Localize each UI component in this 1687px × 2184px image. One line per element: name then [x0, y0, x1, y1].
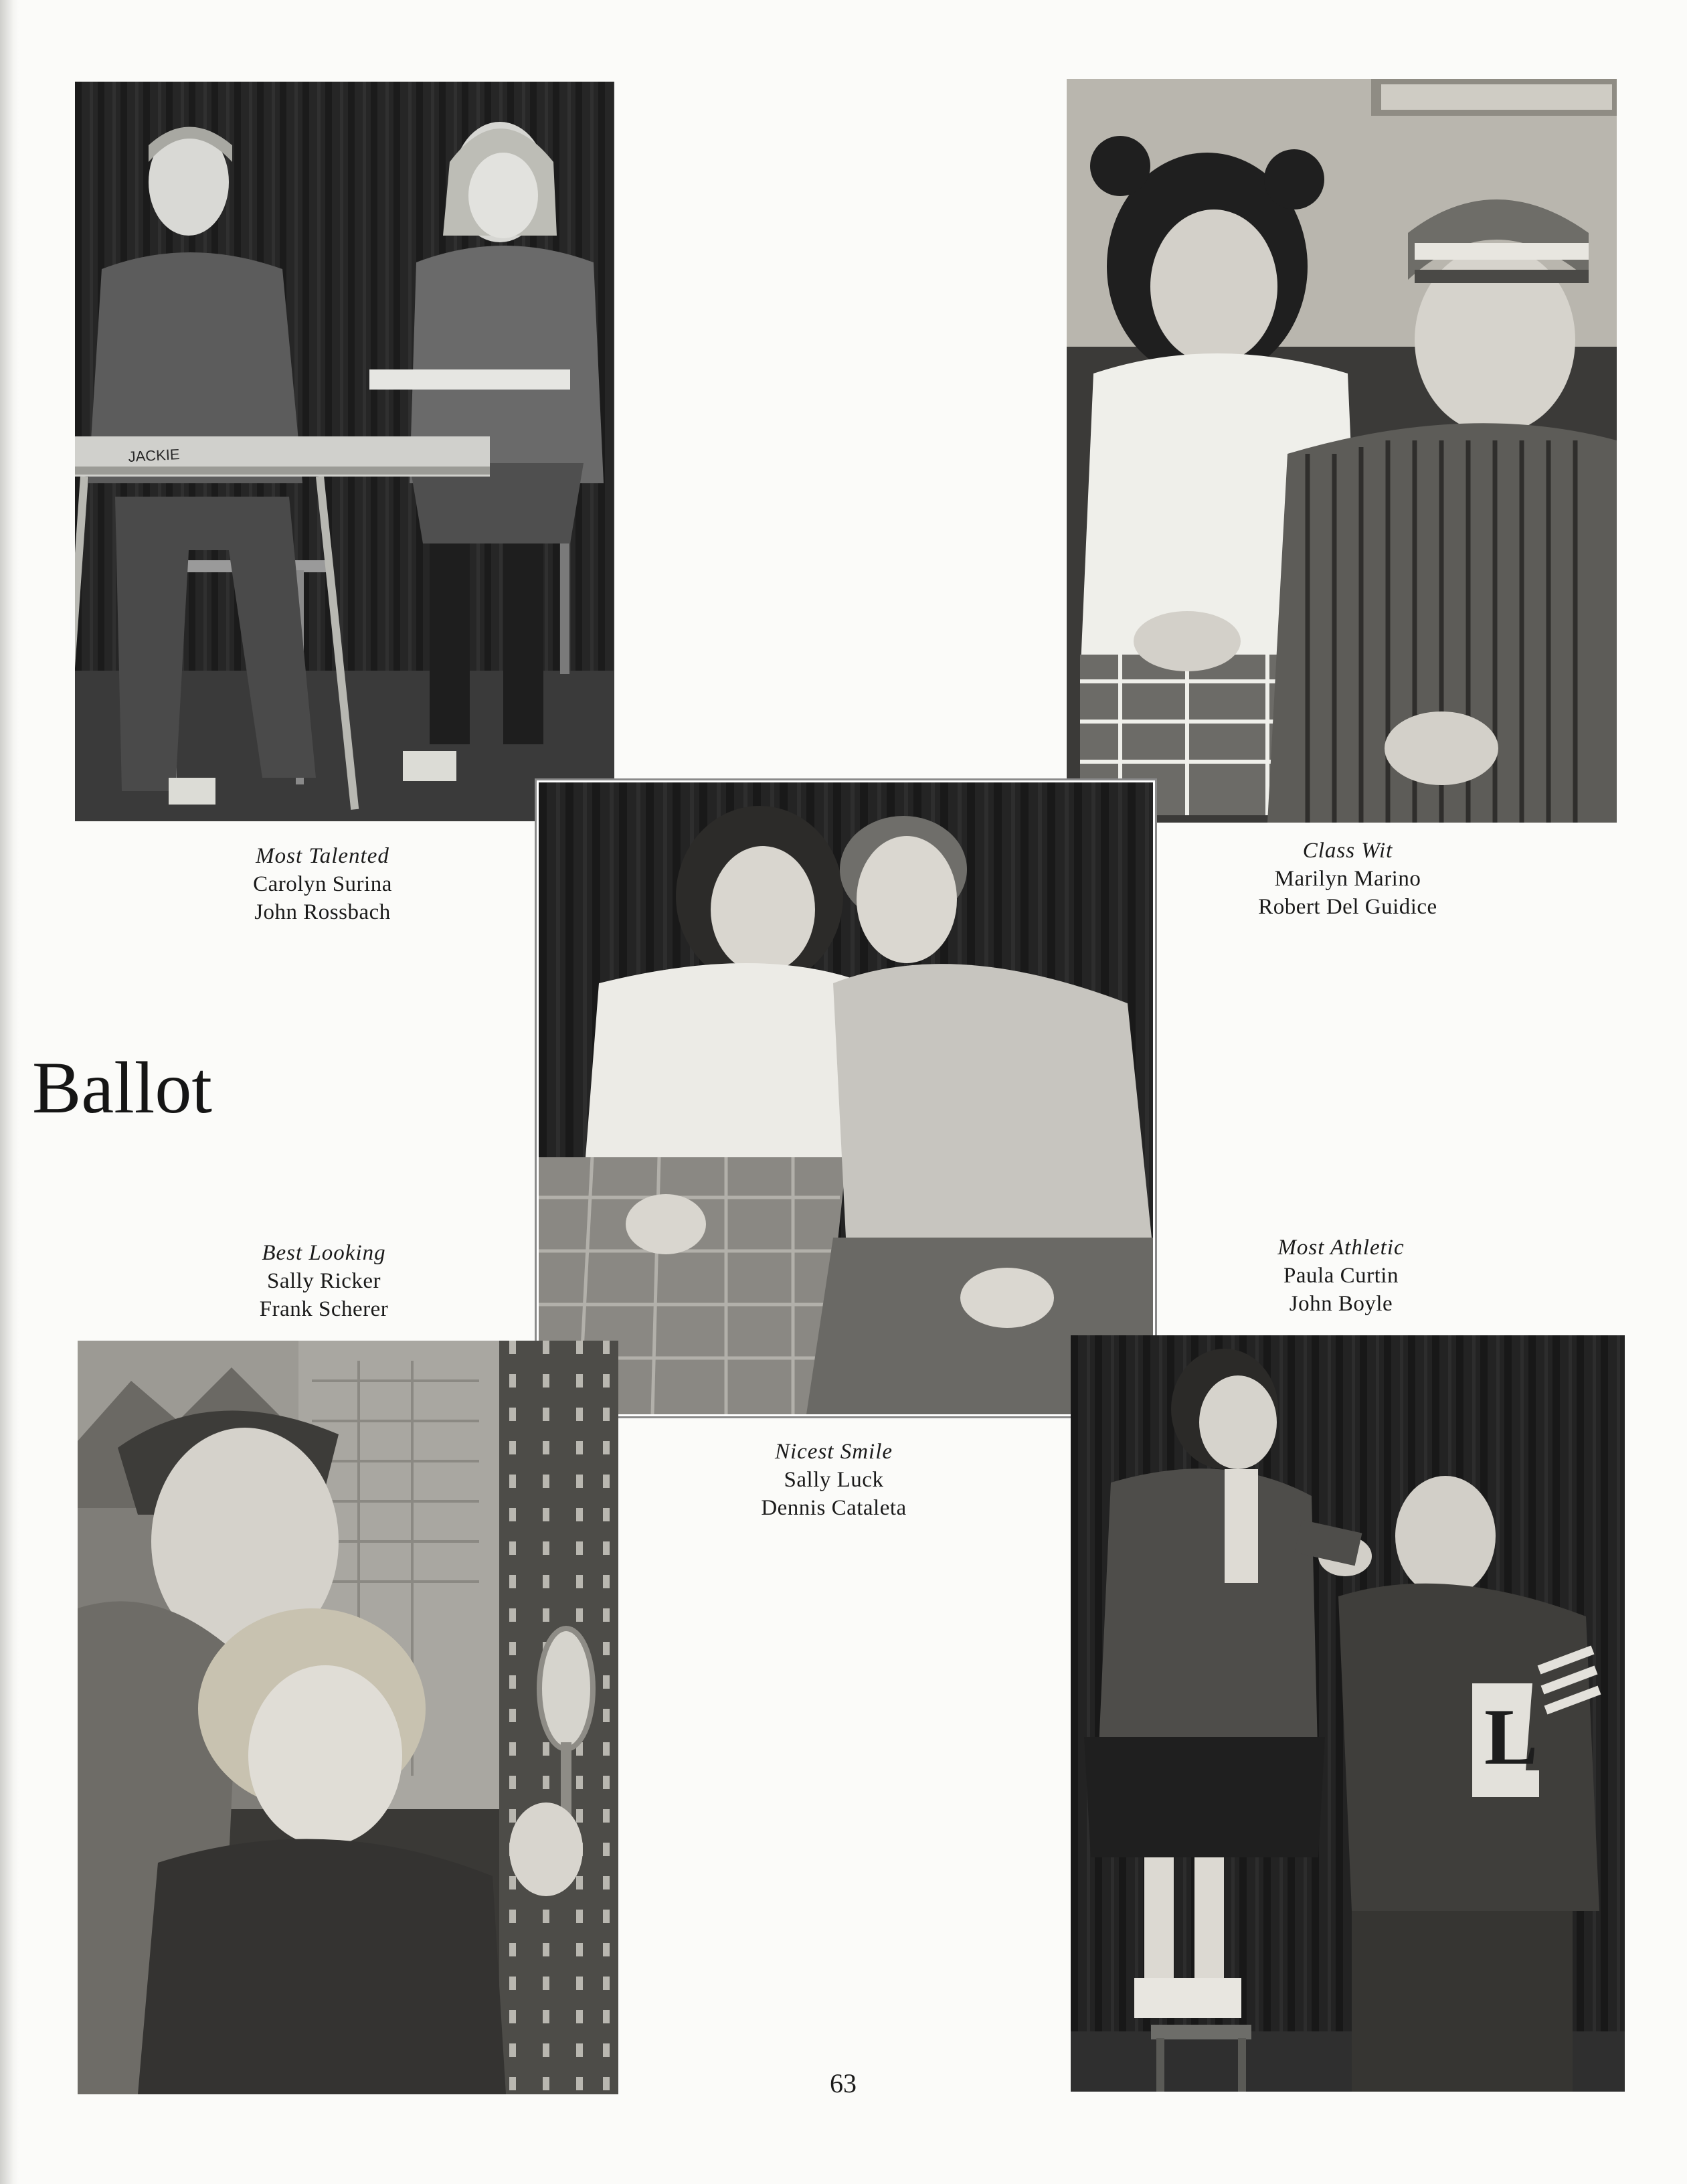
caption-nicest-smile: [700, 1438, 968, 1522]
honoree-name: Dennis Cataleta: [761, 1496, 907, 1520]
photo-most-athletic-image: [1071, 1335, 1625, 2092]
section-title: Ballot: [32, 1047, 212, 1128]
caption-best-looking: [190, 1239, 458, 1323]
honoree-name: Robert Del Guidice: [1258, 895, 1437, 919]
honoree-name: Paula Curtin: [1283, 1264, 1399, 1288]
photo-class-wit-image: [1067, 79, 1617, 823]
photo-most-talented-image: [75, 82, 614, 821]
honoree-name: Carolyn Surina: [253, 872, 392, 896]
award-category: Most Athletic: [1277, 1236, 1405, 1260]
guitar-label: JACKIE: [127, 445, 181, 465]
award-category: Nicest Smile: [774, 1440, 893, 1464]
letterman-letter: L: [1484, 1692, 1538, 1781]
honoree-name: Sally Ricker: [266, 1269, 381, 1293]
caption-class-wit: [1207, 837, 1488, 921]
award-category: Most Talented: [256, 844, 389, 868]
photo-most-athletic: [1071, 1335, 1625, 2092]
honoree-name: John Rossbach: [254, 900, 391, 924]
photo-nicest-smile-image: [539, 782, 1153, 1414]
award-category: Best Looking: [262, 1241, 386, 1265]
honoree-name: Marilyn Marino: [1274, 867, 1421, 891]
honoree-name: Sally Luck: [784, 1468, 884, 1492]
award-category: Class Wit: [1302, 839, 1393, 863]
photo-nicest-smile: [539, 782, 1153, 1414]
page-spine-shadow: [0, 0, 19, 2184]
page-number: 63: [830, 2068, 857, 2098]
caption-most-athletic: [1207, 1234, 1475, 1318]
honoree-name: John Boyle: [1289, 1292, 1393, 1316]
photo-most-talented: [75, 82, 614, 821]
photo-best-looking-image: [78, 1341, 618, 2094]
honoree-name: Frank Scherer: [259, 1297, 389, 1321]
photo-class-wit: [1067, 79, 1617, 823]
caption-most-talented: [189, 842, 456, 926]
photo-best-looking: [78, 1341, 618, 2094]
